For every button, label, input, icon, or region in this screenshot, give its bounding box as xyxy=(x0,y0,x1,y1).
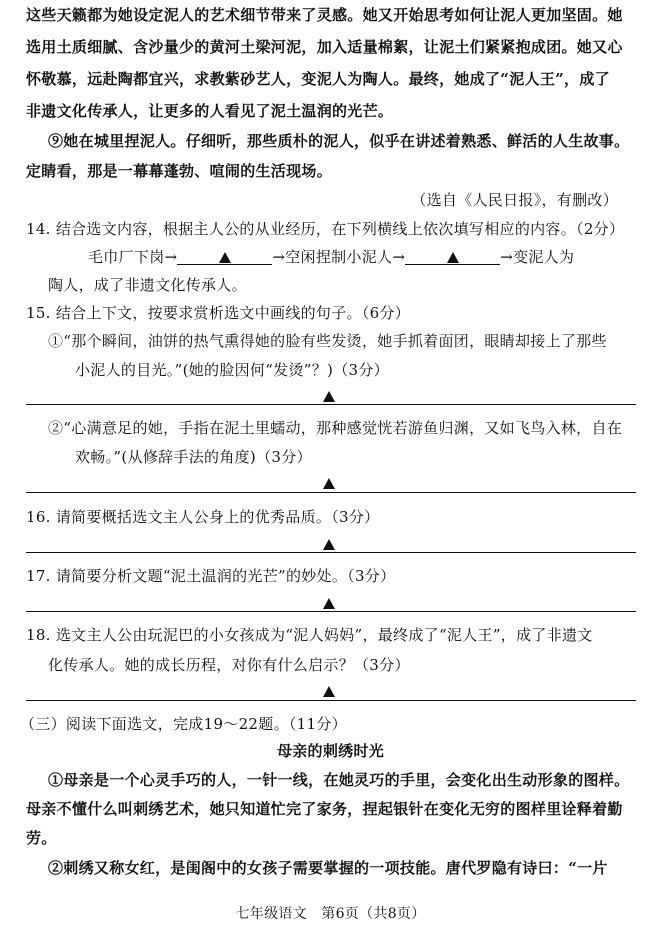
q14-segment: →空闲捏制小泥人→ xyxy=(272,248,406,266)
answer-marker-icon xyxy=(323,391,335,402)
answer-line[interactable] xyxy=(26,700,636,701)
question-16: 16. 请简要概括选文主人公身上的优秀品质。（3分） xyxy=(26,508,380,526)
question-15-sub2-cont: 欢畅。”(从修辞手法的角度)（3分） xyxy=(75,448,312,466)
answer-blank-1[interactable] xyxy=(177,250,272,265)
answer-marker-icon xyxy=(323,598,335,609)
answer-line[interactable] xyxy=(26,492,636,493)
question-18-cont: 化传承人。她的成长历程，对你有什么启示？（3分） xyxy=(48,656,410,674)
question-15: 15. 结合上下文，按要求赏析选文中画线的句子。（6分） xyxy=(26,304,411,322)
answer-line[interactable] xyxy=(26,611,636,612)
article-line: ②刺绣又称女红，是闺阁中的女孩子需要掌握的一项技能。唐代罗隐有诗曰：“一片 xyxy=(48,859,608,877)
q14-segment: →变泥人为 xyxy=(500,248,575,266)
article-line: 母亲不懂什么叫刺绣艺术，她只知道忙完了家务，捏起银针在变化无穷的图样里诠释着勤 xyxy=(26,800,623,818)
answer-blank-2[interactable] xyxy=(405,250,500,265)
question-14-line2: 陶人，成了非遗文化传承人。 xyxy=(48,276,247,294)
article-title: 母亲的刺绣时光 xyxy=(276,742,385,760)
answer-marker-icon xyxy=(323,478,335,489)
question-14-fill-line xyxy=(88,250,638,265)
passage-line: 这些天籁都为她设定泥人的艺术细节带来了灵感。她又开始思考如何让泥人更加坚固。她 xyxy=(26,6,623,24)
question-15-sub1-cont: 小泥人的目光。”(她的脸因何“发烫”？)（3分） xyxy=(75,361,389,379)
article-line: ①母亲是一个心灵手巧的人，一针一线，在她灵巧的手里，会变化出生动形象的图样。 xyxy=(48,771,630,789)
answer-marker-icon xyxy=(219,252,231,263)
passage-line: 选用土质细腻、含沙量少的黄河土梁河泥，加入适量棉絮，让泥土们紧紧抱成团。她又心 xyxy=(26,38,623,56)
answer-marker-icon xyxy=(323,686,335,697)
question-18: 18. 选文主人公由玩泥巴的小女孩成为“泥人妈妈”，最终成了“泥人王”，成了非遗文 xyxy=(26,626,593,644)
question-17: 17. 请简要分析文题“泥土温润的光芒”的妙处。（3分） xyxy=(26,567,396,585)
passage-line: 怀敬慕，远赴陶都宜兴，求教紫砂艺人，变泥人为陶人。最终，她成了“泥人王”，成了 xyxy=(26,70,610,88)
question-14: 14. 结合选文内容，根据主人公的从业经历，在下列横线上依次填写相应的内容。（2分） xyxy=(26,220,625,238)
question-15-sub1: ①“那个瞬间，油饼的热气熏得她的脸有些发烫，她手抓着面团，眼睛却接上了那些 xyxy=(48,332,607,350)
passage-line: 定睛看，那是一幕幕蓬勃、喧闹的生活现场。 xyxy=(26,162,333,180)
answer-line[interactable] xyxy=(26,404,636,405)
answer-line[interactable] xyxy=(26,552,636,553)
passage-line: 非遗文化传承人，让更多的人看见了泥土温润的光芒。 xyxy=(26,102,394,120)
section-heading: （三）阅读下面选文，完成19～22题。（11分） xyxy=(20,715,347,733)
article-line: 劳。 xyxy=(26,829,57,847)
question-15-sub2: ②“心满意足的她，手指在泥土里蠕动，那种感觉恍若游鱼归渊，又如飞鸟入林，自在 xyxy=(48,419,623,437)
q14-segment: 毛巾厂下岗→ xyxy=(88,248,178,266)
page-footer: 七年级语文 第6页（共8页） xyxy=(235,906,426,922)
passage-source: （选自《人民日报》，有删改） xyxy=(411,191,618,209)
answer-marker-icon xyxy=(323,539,335,550)
passage-line: ⑨她在城里捏泥人。仔细听，那些质朴的泥人，似乎在讲述着熟悉、鲜活的人生故事。 xyxy=(48,132,630,150)
answer-marker-icon xyxy=(447,252,459,263)
